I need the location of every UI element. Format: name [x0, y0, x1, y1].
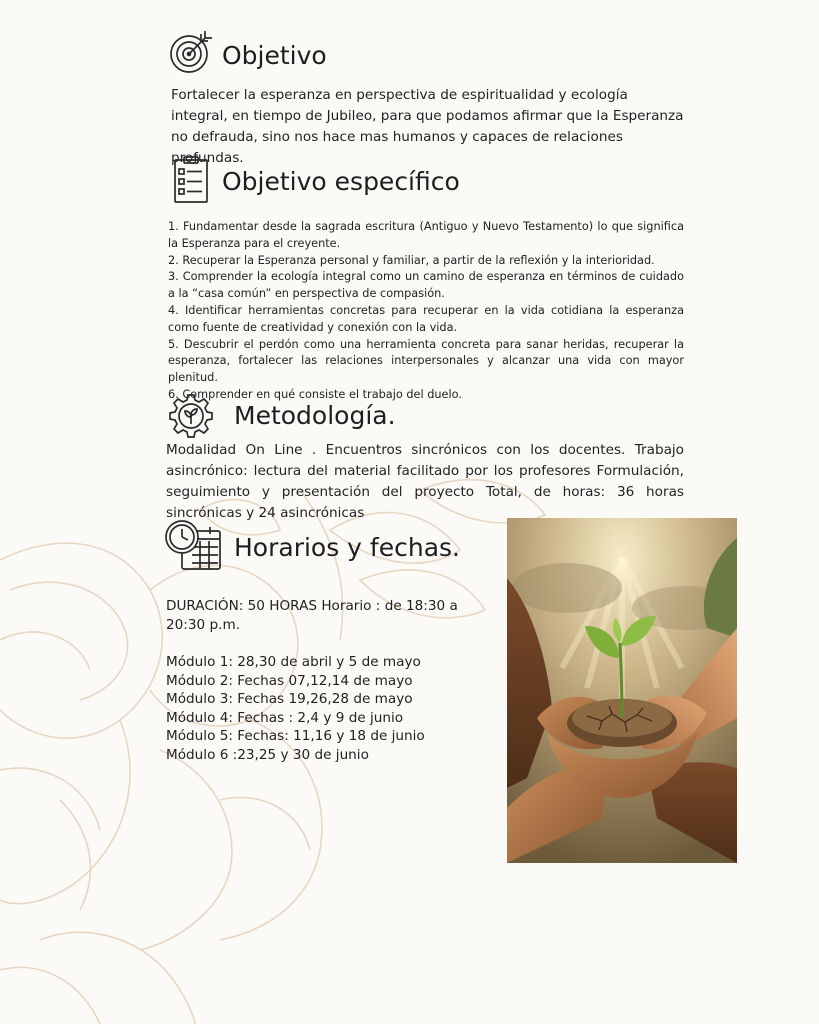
list-item: 1. Fundamentar desde la sagrada escritura (Antiguo y Nuevo Testamento) lo que significa la Esperanza para el creyente. [168, 220, 684, 250]
list-item: Módulo 1: 28,30 de abril y 5 de mayo [166, 654, 421, 670]
objetivos-especificos-list [168, 219, 684, 404]
modules-list [166, 653, 466, 765]
list-item: 4. Identificar herramientas concretas para recuperar en la vida cotidiana la esperanza como fuente de creatividad y conexión con la vida. [168, 303, 684, 334]
duration-text: DURACIÓN: 50 HORAS Horario : de 18:30 a 20:30 p.m. [166, 598, 458, 633]
clock-calendar-icon [164, 517, 224, 573]
horarios-title: Horarios y fechas. [234, 533, 460, 562]
list-item: Módulo 5: Fechas: 11,16 y 18 de junio [166, 728, 425, 745]
list-item: Módulo 6 :23,25 y 30 de junio [166, 746, 369, 763]
list-item: 5. Descubrir el perdón como una herramienta concreta para sanar heridas, recuperar la esperanza, fortalecer las relaciones interpersonales y alcanzar una vida con mayor plenitud. [168, 337, 684, 385]
objetivo-especifico-title: Objetivo específico [222, 167, 460, 196]
list-item: Módulo 4: Fechas : 2,4 y 9 de junio [166, 709, 404, 726]
gear-plant-icon [168, 393, 214, 439]
list-item: Módulo 3: Fechas 19,26,28 de mayo [166, 691, 413, 708]
list-item: 2. Recuperar la Esperanza personal y familiar, a partir de la reflexión y la interioridad. [168, 253, 655, 267]
list-item: 6. Comprender en qué consiste el trabajo del duelo. [168, 387, 462, 401]
list-item: Módulo 2: Fechas 07,12,14 de mayo [166, 672, 413, 689]
hands-holding-seedling-photo [507, 518, 737, 863]
metodologia-title: Metodología. [234, 401, 396, 430]
checklist-icon [172, 156, 210, 204]
metodologia-text: Modalidad On Line . Encuentros sincrónicos con los docentes. Trabajo asincrónico: lectura del material facilitado por los profesores Formulación, seguimiento y presentación del proyecto Total, de horas: 36 horas sincrónicas y 24 asincrónicas [166, 442, 684, 521]
objetivo-text: Fortalecer la esperanza en perspectiva de espiritualidad y ecología integral, en tiempo de Jubileo, para que podamos afirmar que la Esperanza no defrauda, sino nos hace mas humanos y capaces de relaciones profundas. [171, 87, 684, 166]
objetivo-title: Objetivo [222, 41, 327, 70]
target-icon [168, 29, 214, 75]
list-item: 3. Comprender la ecología integral como un camino de esperanza en términos de cuidado a la “casa común” en perspectiva de compasión. [168, 270, 684, 301]
